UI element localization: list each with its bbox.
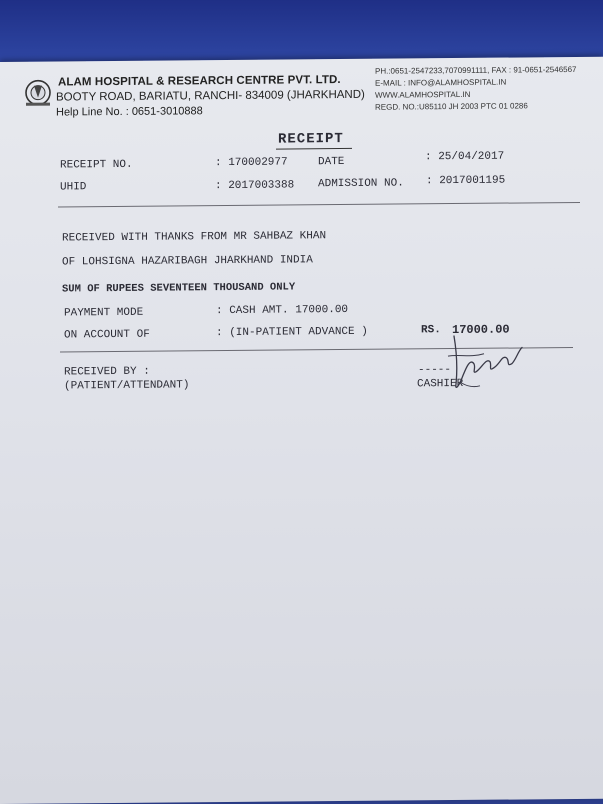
- date-label: DATE: [318, 155, 345, 169]
- contact-phone: PH.:0651-2547233,7070991111, FAX : 91-0651-2546567: [375, 64, 577, 76]
- admission-value: : 2017001195: [426, 174, 506, 188]
- received-by-label: RECEIVED BY :: [64, 365, 150, 379]
- hospital-logo-icon: [22, 78, 54, 108]
- uhid-value: : 2017003388: [215, 179, 295, 193]
- contact-regd: REGD. NO.:U85110 JH 2003 PTC 01 0286: [375, 101, 528, 112]
- date-value: : 25/04/2017: [425, 150, 505, 164]
- receipt-paper: [0, 57, 603, 804]
- payment-mode-label: PAYMENT MODE: [64, 306, 144, 320]
- divider-top: [58, 202, 580, 208]
- receipt-no-label: RECEIPT NO.: [60, 158, 133, 172]
- amount-label: RS.: [421, 324, 441, 337]
- hospital-address: BOOTY ROAD, BARIATU, RANCHI- 834009 (JHARKHAND): [56, 88, 365, 104]
- receipt-no-value: : 170002977: [215, 156, 288, 170]
- title-underline: [276, 148, 352, 150]
- amount-value: 17000.00: [452, 322, 510, 338]
- on-account-value: : (IN-PATIENT ADVANCE ): [216, 325, 368, 340]
- on-account-label: ON ACCOUNT OF: [64, 328, 150, 342]
- uhid-label: UHID: [60, 181, 87, 194]
- contact-website: WWW.ALAMHOSPITAL.IN: [375, 89, 471, 100]
- cashier-label: CASHIER: [417, 377, 464, 391]
- payment-mode-value: : CASH AMT. 17000.00: [216, 303, 349, 318]
- admission-label: ADMISSION NO.: [318, 177, 404, 191]
- received-from: RECEIVED WITH THANKS FROM MR SAHBAZ KHAN: [62, 230, 327, 245]
- cashier-signature-icon: [440, 327, 530, 398]
- cashier-dashes: -----: [418, 364, 452, 377]
- receipt-title: RECEIPT: [278, 130, 344, 148]
- received-by-sub: (PATIENT/ATTENDANT): [64, 379, 190, 393]
- hospital-helpline: Help Line No. : 0651-3010888: [56, 105, 203, 119]
- address-line: OF LOHSIGNA HAZARIBAGH JHARKHAND INDIA: [62, 254, 313, 269]
- hospital-name: ALAM HOSPITAL & RESEARCH CENTRE PVT. LTD.: [58, 74, 341, 89]
- sum-in-words: SUM OF RUPEES SEVENTEEN THOUSAND ONLY: [62, 281, 296, 296]
- contact-email: E-MAIL : INFO@ALAMHOSPITAL.IN: [375, 77, 507, 88]
